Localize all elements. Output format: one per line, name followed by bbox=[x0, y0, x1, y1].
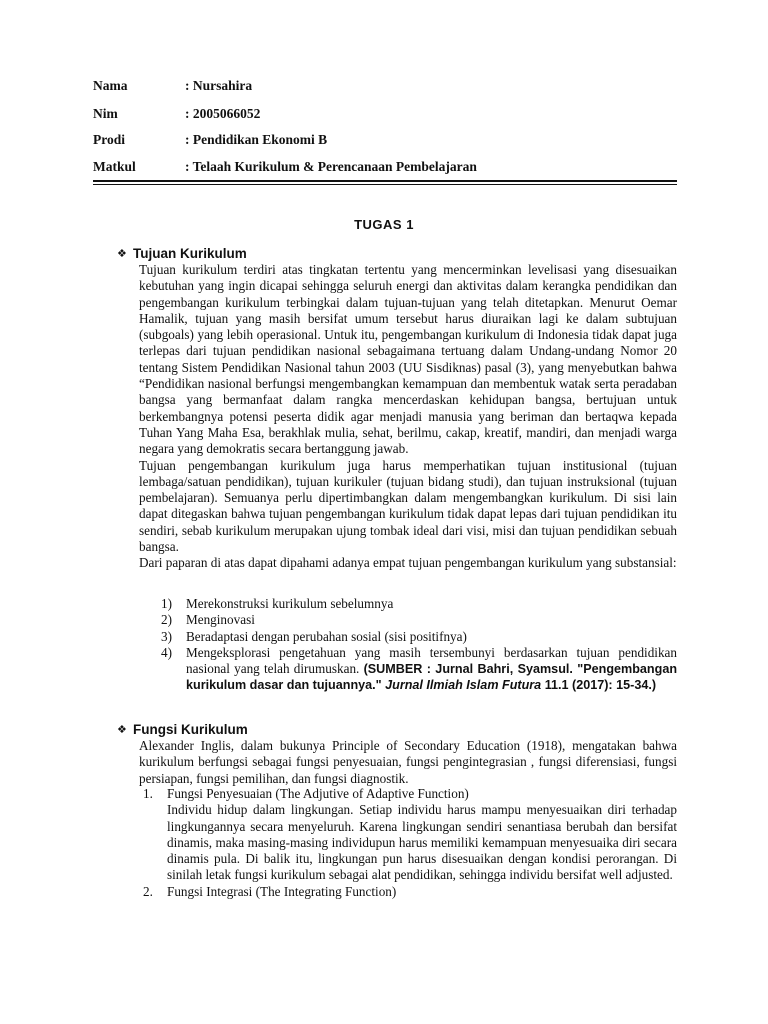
header-divider-thin bbox=[93, 184, 677, 185]
objectives-list bbox=[161, 596, 677, 694]
section1-paragraph-2: Tujuan pengembangan kurikulum juga harus memperhatikan tujuan institusional (tujuan lembaga/satuan pendidikan), tujuan kurikuler (tujuan bidang studi), dan tujuan instruksional (tujuan pembelajaran). Semuanya perlu dipertimbangkan dalam mengembangkan kurikulum. Di sisi lain dapat ditegaskan bahwa tujuan pengembangan kurikulum tidak dapat lepas dari tujuan pendidikan itu sendiri, sebab kurikulum merupakan ujung tombak ideal dari visi, misi dan tujuan pendidikan sebuah bangsa. bbox=[139, 457, 677, 555]
section1-paragraph-3: Dari paparan di atas dapat dipahami adanya empat tujuan pengembangan kurikulum yang substansial: bbox=[139, 555, 677, 571]
section2-intro: Alexander Inglis, dalam bukunya Principle of Secondary Education (1918), mengatakan bahwa kurikulum berfungsi sebagai fungsi penyesuaian, fungsi pengintegrasian , fungsi diferensiasi, fungsi persiapan, fungsi pemilihan, dan fungsi diagnostik. bbox=[139, 738, 677, 786]
matkul-label: Matkul bbox=[93, 159, 136, 174]
diamond-bullet-icon: ❖ bbox=[117, 724, 127, 736]
prodi-label: Prodi bbox=[93, 132, 126, 147]
header-divider-thick bbox=[93, 180, 677, 182]
section1-paragraph-1: Tujuan kurikulum terdiri atas tingkatan tertentu yang mencerminkan levelisasi yang disesuaikan kebutuhan yang ingin dicapai sehingga seluruh energi dan aktivitas dalam kerangka pendidikan dan pengembangan kurikulum terbingkai dalam tujuan-tujuan yang telah ditetapkan. Menurut Oemar Hamalik, tujuan yang masih bersifat umum tersebut harus diuraikan lagi ke dalam subtujuan (subgoals) yang lebih operasional. Untuk itu, pengembangan kurikulum di Indonesia tidak dapat juga terlepas dari tujuan pendidikan nasional sebagaimana tertuang dalam Undang-undang Nomor 20 tentang Sistem Pendidikan Nasional tahun 2003 (UU Sisdiknas) pasal (3), yang menyebutkan bahwa “Pendidikan nasional berfungsi mengembangkan kemampuan dan membentuk watak serta peradaban bangsa yang bermanfaat dalam rangka mencerdaskan kehidupan bangsa, bertujuan untuk berkembangnya potensi peserta didik agar menjadi manusia yang beriman dan bertaqwa kepada Tuhan Yang Maha Esa, berakhlak mulia, sehat, berilmu, cakap, kreatif, mandiri, dan menjadi warga negara yang demokratis secara bertanggung jawab. bbox=[139, 262, 677, 457]
list-item: 2) Menginovasi bbox=[161, 612, 255, 628]
function-title: Fungsi Integrasi (The Integrating Function) bbox=[167, 883, 397, 899]
list-item: 2. Fungsi Integrasi (The Integrating Function) bbox=[139, 884, 677, 900]
list-item: 3) Beradaptasi dengan perubahan sosial (sisi positifnya) bbox=[161, 628, 467, 644]
function-body: Individu hidup dalam lingkungan. Setiap individu harus mampu menyesuaikan diri terhadap lingkungannya secara menyeluruh. Karena lingkungan sendiri senantiasa berubah dan bersifat dinamis, maka masing-masing individupun harus memiliki kemampuan menyesuaika diri secara dinamis pula. Di balik itu, lingkungan pun harus disesuaikan dengan kondisi perorangan. Di sinilah letak fungsi kurikulum sebagai alat pendidikan, sehingga individu bersifat well adjusted. bbox=[167, 802, 677, 883]
name-label: Nama bbox=[93, 78, 128, 93]
matkul-value: : Telaah Kurikulum & Perencanaan Pembelajaran bbox=[185, 159, 477, 174]
section-heading-tujuan bbox=[117, 245, 247, 263]
nim-label: Nim bbox=[93, 106, 118, 121]
source-journal: Jurnal Ilmiah Islam Futura bbox=[385, 678, 542, 693]
section1-title: Tujuan Kurikulum bbox=[133, 246, 247, 261]
page-title: TUGAS 1 bbox=[354, 217, 414, 232]
prodi-value: : Pendidikan Ekonomi B bbox=[185, 132, 328, 147]
section2-title: Fungsi Kurikulum bbox=[133, 722, 248, 737]
section1-body bbox=[139, 262, 677, 572]
section-heading-fungsi bbox=[117, 721, 248, 739]
diamond-bullet-icon: ❖ bbox=[117, 248, 127, 260]
source-citation: (SUMBER : Jurnal Bahri, Syamsul. "Pengembangan kurikulum dasar dan tujuannya." Jurnal Ilmiah Islam Futura 11.1 (2017): 15-34.) bbox=[186, 662, 678, 693]
list-item: 1. Fungsi Penyesuaian (The Adjutive of Adaptive Function) Individu hidup dalam lingkungan. Setiap individu harus mampu menyesuaikan diri terhadap lingkungannya secara menyeluruh. Karena lingkungan sendiri senantiasa berubah dan bersifat dinamis, maka masing-masing individupun harus memiliki kemampuan menyesuaika diri secara dinamis pula. Di balik itu, lingkungan pun harus disesuaikan dengan kondisi perorangan. Di sinilah letak fungsi kurikulum sebagai alat pendidikan, sehingga individu bersifat well adjusted. bbox=[143, 786, 677, 883]
functions-list bbox=[139, 786, 677, 900]
list-item: 4) Mengeksplorasi pengetahuan yang masih tersembunyi berdasarkan tujuan pendidikan nasional yang telah dirumuskan. (SUMBER : Jurnal Bahri, Syamsul. "Pengembangan kurikulum dasar dan tujuannya." Jurnal Ilmiah Islam Futura 11.1 (2017): 15-34.) bbox=[161, 644, 678, 693]
function-title: Fungsi Penyesuaian (The Adjutive of Adaptive Function) bbox=[167, 786, 469, 801]
nim-value: : 2005066052 bbox=[185, 106, 261, 121]
name-value: : Nursahira bbox=[185, 78, 253, 93]
list-item: 1) Merekonstruksi kurikulum sebelumnya bbox=[161, 596, 394, 611]
